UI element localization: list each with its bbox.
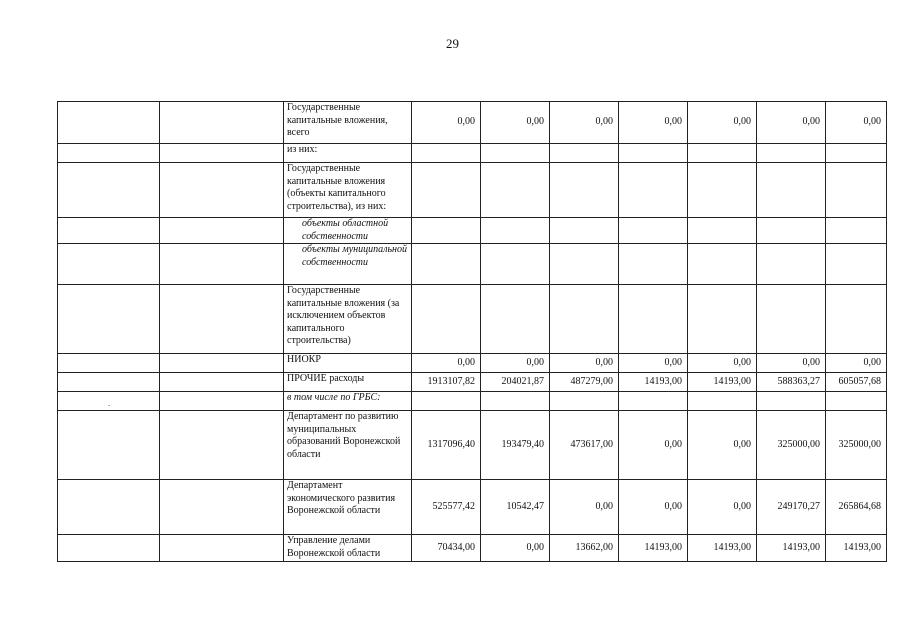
- value-cell: 204021,87: [481, 373, 550, 392]
- value-cell: [481, 285, 550, 354]
- value-cell: [826, 285, 887, 354]
- value-cell: 0,00: [412, 354, 481, 373]
- empty-cell: [160, 373, 284, 392]
- value-cell: 0,00: [550, 102, 619, 144]
- value-cell: [550, 392, 619, 411]
- empty-cell: [58, 218, 160, 244]
- table-row: [58, 244, 887, 285]
- value-cell: [481, 163, 550, 218]
- value-cell: [412, 244, 481, 285]
- value-cell: 0,00: [688, 354, 757, 373]
- empty-cell: [58, 354, 160, 373]
- empty-cell: [160, 480, 284, 535]
- value-cell: 70434,00: [412, 535, 481, 562]
- empty-cell: [160, 535, 284, 562]
- value-cell: [826, 144, 887, 163]
- row-label: объекты муниципальной собственности: [284, 244, 412, 285]
- value-cell: [688, 218, 757, 244]
- value-cell: [550, 144, 619, 163]
- table-row: [58, 354, 887, 373]
- empty-cell: [160, 163, 284, 218]
- value-cell: 325000,00: [757, 411, 826, 480]
- empty-cell: [160, 285, 284, 354]
- value-cell: 1913107,82: [412, 373, 481, 392]
- empty-cell: [160, 411, 284, 480]
- value-cell: 265864,68: [826, 480, 887, 535]
- value-cell: [619, 163, 688, 218]
- value-cell: 325000,00: [826, 411, 887, 480]
- row-label: из них:: [284, 144, 412, 163]
- budget-table: [57, 101, 887, 562]
- empty-cell: [58, 392, 160, 411]
- value-cell: [757, 163, 826, 218]
- row-label: Департамент по развитию муниципальных образований Воронежской области: [284, 411, 412, 480]
- value-cell: [757, 144, 826, 163]
- value-cell: [412, 218, 481, 244]
- value-cell: 193479,40: [481, 411, 550, 480]
- value-cell: 0,00: [619, 480, 688, 535]
- value-cell: 0,00: [619, 102, 688, 144]
- empty-cell: [160, 392, 284, 411]
- empty-cell: [58, 163, 160, 218]
- value-cell: 14193,00: [688, 373, 757, 392]
- value-cell: 473617,00: [550, 411, 619, 480]
- value-cell: [688, 244, 757, 285]
- value-cell: [757, 218, 826, 244]
- value-cell: [826, 163, 887, 218]
- value-cell: [412, 163, 481, 218]
- row-label: Государственные капитальные вложения (за исключением объектов капитального строительства): [284, 285, 412, 354]
- value-cell: [688, 144, 757, 163]
- value-cell: 0,00: [757, 102, 826, 144]
- value-cell: 0,00: [550, 480, 619, 535]
- value-cell: 0,00: [688, 480, 757, 535]
- value-cell: [826, 218, 887, 244]
- table-row: [58, 373, 887, 392]
- value-cell: 0,00: [826, 102, 887, 144]
- value-cell: [757, 392, 826, 411]
- value-cell: [412, 285, 481, 354]
- value-cell: [826, 392, 887, 411]
- value-cell: 605057,68: [826, 373, 887, 392]
- value-cell: [481, 218, 550, 244]
- table-row: [58, 392, 887, 411]
- row-label: Управление делами Воронежской области: [284, 535, 412, 562]
- empty-cell: [160, 144, 284, 163]
- table-row: [58, 480, 887, 535]
- value-cell: [619, 244, 688, 285]
- value-cell: 0,00: [826, 354, 887, 373]
- value-cell: 0,00: [412, 102, 481, 144]
- table-row: [58, 285, 887, 354]
- row-label: Государственные капитальные вложения, всего: [284, 102, 412, 144]
- empty-cell: [160, 354, 284, 373]
- empty-cell: [58, 102, 160, 144]
- value-cell: [550, 244, 619, 285]
- value-cell: [481, 244, 550, 285]
- empty-cell: [160, 218, 284, 244]
- value-cell: [757, 285, 826, 354]
- empty-cell: [58, 285, 160, 354]
- table-row: [58, 102, 887, 144]
- value-cell: [757, 244, 826, 285]
- value-cell: [550, 285, 619, 354]
- value-cell: 0,00: [619, 354, 688, 373]
- value-cell: 13662,00: [550, 535, 619, 562]
- value-cell: 525577,42: [412, 480, 481, 535]
- value-cell: [619, 392, 688, 411]
- row-label: в том числе по ГРБС:: [284, 392, 412, 411]
- empty-cell: [160, 244, 284, 285]
- value-cell: [826, 244, 887, 285]
- value-cell: [412, 144, 481, 163]
- value-cell: 14193,00: [757, 535, 826, 562]
- value-cell: 10542,47: [481, 480, 550, 535]
- value-cell: 0,00: [619, 411, 688, 480]
- value-cell: 14193,00: [826, 535, 887, 562]
- value-cell: 0,00: [688, 102, 757, 144]
- page-number: 29: [446, 36, 459, 51]
- stray-mark: .: [108, 398, 111, 408]
- value-cell: [619, 144, 688, 163]
- row-label: Государственные капитальные вложения (объекты капитального строительства), из них:: [284, 163, 412, 218]
- empty-cell: [58, 411, 160, 480]
- table-row: [58, 535, 887, 562]
- row-label: ПРОЧИЕ расходы: [284, 373, 412, 392]
- value-cell: 14193,00: [619, 373, 688, 392]
- value-cell: [481, 392, 550, 411]
- empty-cell: [58, 144, 160, 163]
- table-row: [58, 218, 887, 244]
- row-label: НИОКР: [284, 354, 412, 373]
- value-cell: [412, 392, 481, 411]
- empty-cell: [58, 373, 160, 392]
- empty-cell: [58, 244, 160, 285]
- value-cell: [481, 144, 550, 163]
- value-cell: [619, 285, 688, 354]
- value-cell: [550, 218, 619, 244]
- table-row: [58, 411, 887, 480]
- value-cell: [619, 218, 688, 244]
- value-cell: 487279,00: [550, 373, 619, 392]
- value-cell: 0,00: [757, 354, 826, 373]
- empty-cell: [160, 102, 284, 144]
- value-cell: [688, 285, 757, 354]
- value-cell: 0,00: [688, 411, 757, 480]
- value-cell: 14193,00: [619, 535, 688, 562]
- value-cell: 0,00: [550, 354, 619, 373]
- value-cell: 14193,00: [688, 535, 757, 562]
- value-cell: 1317096,40: [412, 411, 481, 480]
- value-cell: 0,00: [481, 535, 550, 562]
- table-row: [58, 144, 887, 163]
- empty-cell: [58, 480, 160, 535]
- empty-cell: [58, 535, 160, 562]
- value-cell: [688, 163, 757, 218]
- value-cell: 588363,27: [757, 373, 826, 392]
- row-label: Департамент экономического развития Воронежской области: [284, 480, 412, 535]
- value-cell: [688, 392, 757, 411]
- row-label: объекты областной собственности: [284, 218, 412, 244]
- value-cell: 0,00: [481, 102, 550, 144]
- value-cell: [550, 163, 619, 218]
- table-row: [58, 163, 887, 218]
- value-cell: 249170,27: [757, 480, 826, 535]
- value-cell: 0,00: [481, 354, 550, 373]
